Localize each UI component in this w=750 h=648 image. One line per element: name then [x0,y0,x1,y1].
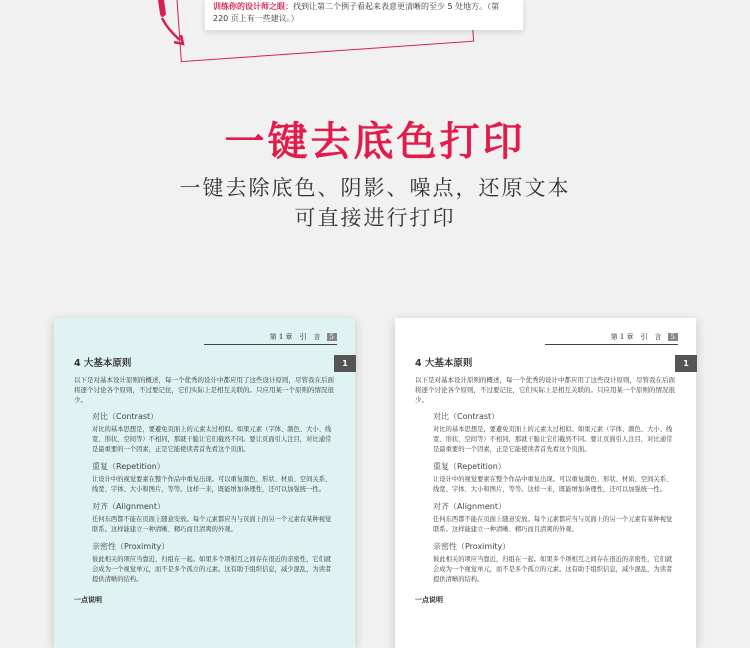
running-head [204,332,337,345]
section-title: 4 大基本原则 [415,358,473,369]
chapter-tab: 1 [675,355,697,372]
hero-title: 一键去底色打印 [224,119,526,165]
principle-title: 对比（Contrast） [433,412,500,421]
principle-text: 让设计中的视觉要素在整个作品中重复出现。可以重复颜色、形状、材质、空间关系、线宽、字体、大小和图片，等等。这样一来，既能增加条理性，还可以加强统一性。 [433,476,673,493]
hero-subtitle-line2: 可直接进行打印 [294,206,456,230]
principle-title: 对齐（Alignment） [92,502,165,511]
note-title: 一点说明 [415,596,443,604]
principle-title: 对比（Contrast） [92,412,159,421]
principle-text: 让设计中的视觉要素在整个作品中重复出现。可以重复颜色、形状、材质、空间关系、线宽、字体、大小和图片，等等。这样一来，既能增加条理性，还可以加强统一性。 [92,476,332,493]
page-number: 5 [327,333,337,341]
running-head-text: 第 1 章 引 言 [269,333,321,341]
principle-title: 亲密性（Proximity） [433,542,511,551]
principle-text: 对比的基本思想是，要避免页面上的元素太过相似。如果元素（字体、颜色、大小、线宽、形状、空间等）不相同，那就干脆让它们截然不同。要让页面引人注目，对比通常是最重要的一个因素，正是它能使读者首先看这个页面。 [92,426,332,453]
principle-title: 重复（Repetition） [433,462,506,471]
intro-paragraph: 以下是对基本设计原则的概述，每一个优秀的设计中都应用了这些设计原则，尽管我在后面将逐个讨论各个原则，不过要记住，它们实际上是相互关联的。只应用某一个原则的情况很少。 [74,376,334,404]
note-title: 一点说明 [74,596,102,604]
principle-title: 重复（Repetition） [92,462,165,471]
excerpt-highlight: 训练你的设计师之眼： [213,2,293,11]
principle-text: 任何东西都不能在页面上随意安放。每个元素都应当与页面上的另一个元素有某种视觉联系。这样能建立一种清晰、精巧而且清爽的外观。 [433,516,673,533]
hero-subtitle [0,173,750,233]
section-title: 4 大基本原则 [74,358,132,369]
chapter-tab: 1 [334,355,356,372]
principle-text: 彼此相关的项应当靠近，归组在一起。如果多个项相互之间存在很近的亲密性，它们就会成为一个视觉单元，而不是多个孤立的元素。这有助于组织信息，减少混乱，为读者提供清晰的结构。 [92,556,332,583]
pen-arrow-icon [150,0,190,46]
principle-title: 亲密性（Proximity） [92,542,170,551]
intro-paragraph: 以下是对基本设计原则的概述，每一个优秀的设计中都应用了这些设计原则，尽管我在后面将逐个讨论各个原则，不过要记住，它们实际上是相互关联的。只应用某一个原则的情况很少。 [415,376,675,404]
principle-text: 彼此相关的项应当靠近，归组在一起。如果多个项相互之间存在很近的亲密性，它们就会成为一个视觉单元，而不是多个孤立的元素。这有助于组织信息，减少混乱，为读者提供清晰的结构。 [433,556,673,583]
excerpt-text: 找到让第二个例子看起来表意更清晰的至少 5 处地方。（第 220 页上有一些建议。） [213,2,500,23]
principle-title: 对齐（Alignment） [433,502,506,511]
running-head [545,332,678,345]
principle-text: 任何东西都不能在页面上随意安放。每个元素都应当与页面上的另一个元素有某种视觉联系。这样能建立一种清晰、精巧而且清爽的外观。 [92,516,332,533]
page-number: 5 [668,333,678,341]
excerpt-card [205,0,523,30]
hero-subtitle-line1: 一键去除底色、阴影、噪点，还原文本 [179,176,571,200]
page-after [395,318,696,648]
running-head-text: 第 1 章 引 言 [610,333,662,341]
page-before [54,318,355,648]
principle-text: 对比的基本思想是，要避免页面上的元素太过相似。如果元素（字体、颜色、大小、线宽、形状、空间等）不相同，那就干脆让它们截然不同。要让页面引人注目，对比通常是最重要的一个因素，正是它能使读者首先看这个页面。 [433,426,673,453]
